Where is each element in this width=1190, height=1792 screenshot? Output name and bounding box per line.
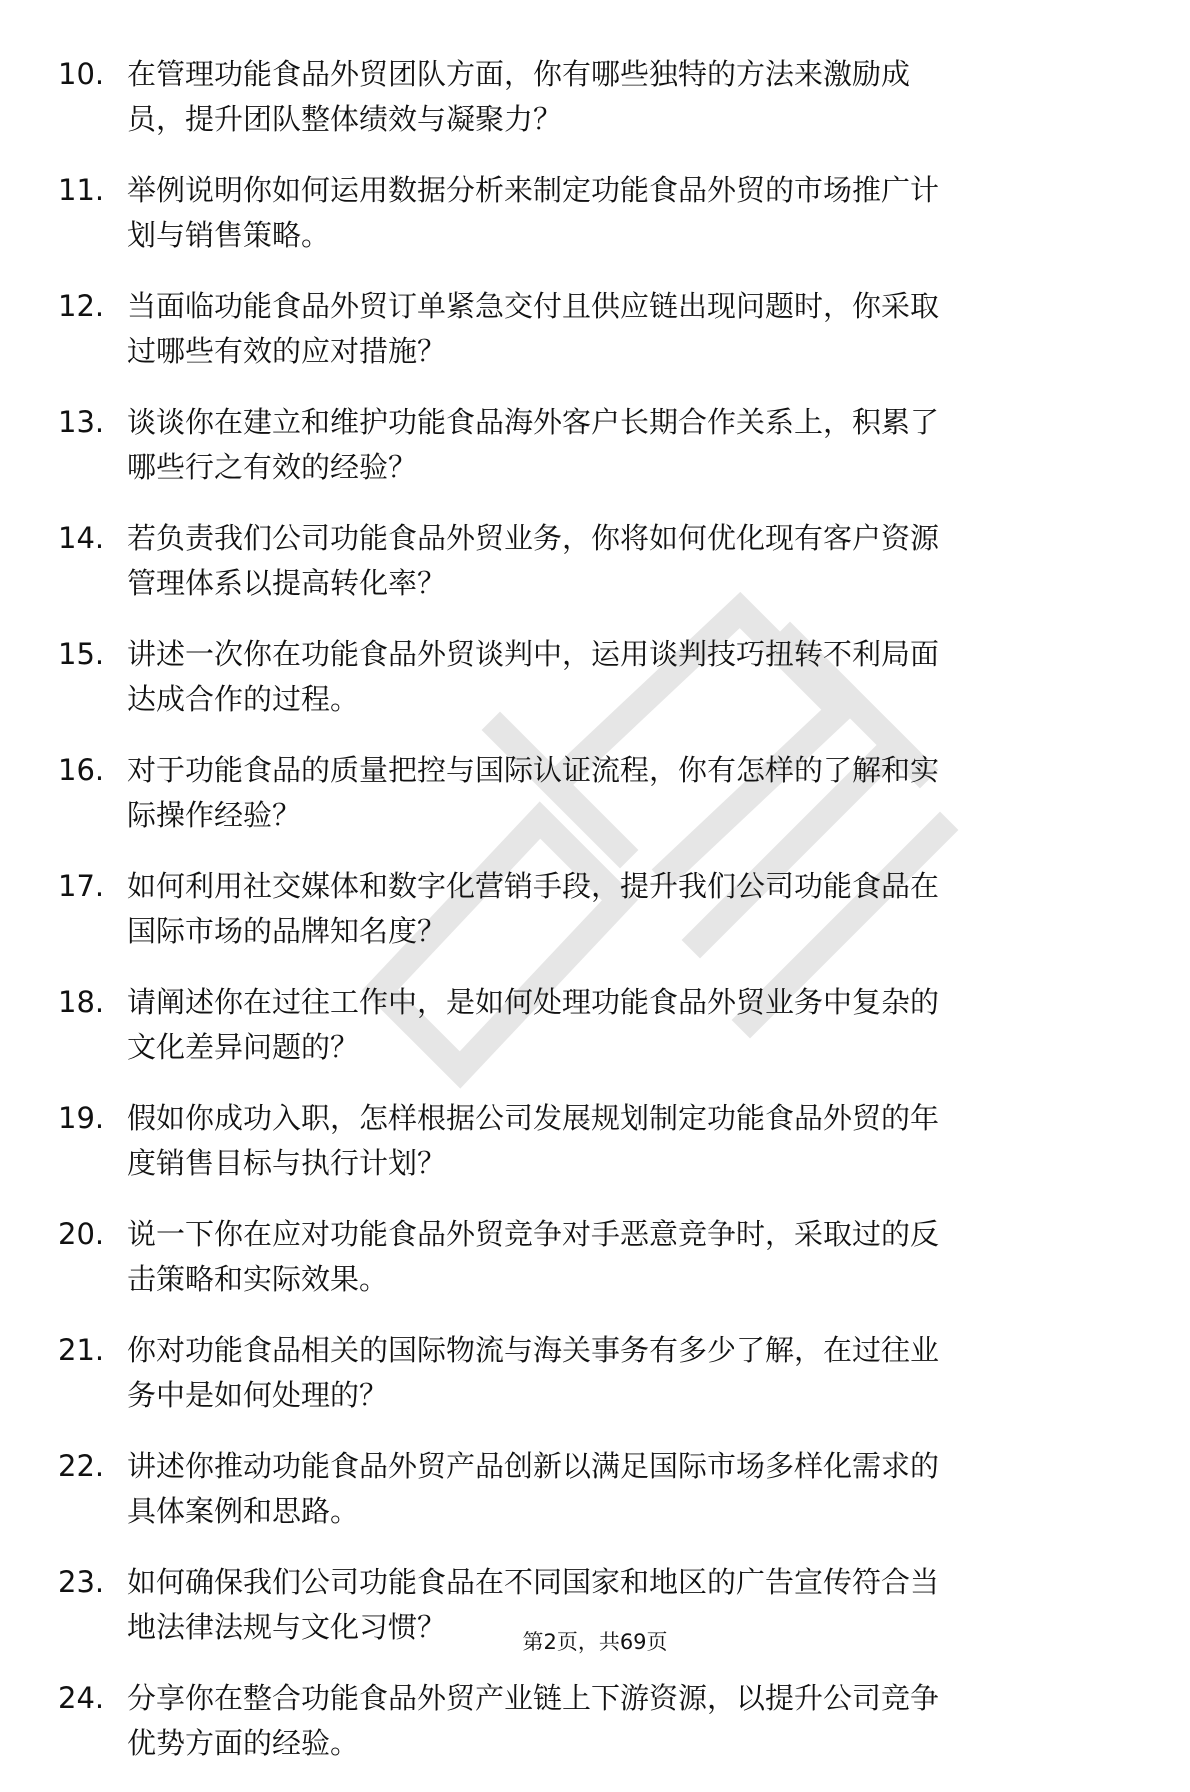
question-line: 谈谈你在建立和维护功能食品海外客户长期合作关系上，积累了 bbox=[127, 405, 940, 439]
question-line: 在管理功能食品外贸团队方面，你有哪些独特的方法来激励成 bbox=[127, 57, 911, 91]
question-list bbox=[0, 52, 1190, 1792]
question-line: 度销售目标与执行计划？ bbox=[127, 1146, 447, 1180]
question-number: 21. bbox=[58, 1333, 105, 1367]
question-text bbox=[127, 168, 1127, 258]
question-line: 优势方面的经验。 bbox=[127, 1726, 360, 1760]
question-text bbox=[127, 1096, 1127, 1186]
question-text bbox=[127, 284, 1127, 374]
question-line: 你对功能食品相关的国际物流与海关事务有多少了解，在过往业 bbox=[127, 1333, 940, 1367]
question-number: 23. bbox=[58, 1565, 105, 1599]
question-item bbox=[0, 284, 1190, 400]
question-line: 对于功能食品的质量把控与国际认证流程，你有怎样的了解和实 bbox=[127, 753, 940, 787]
question-text bbox=[127, 632, 1127, 722]
question-line: 讲述你推动功能食品外贸产品创新以满足国际市场多样化需求的 bbox=[127, 1449, 940, 1483]
question-text bbox=[127, 1444, 1127, 1534]
question-line: 划与销售策略。 bbox=[127, 218, 331, 252]
question-text bbox=[127, 516, 1127, 606]
question-line: 文化差异问题的？ bbox=[127, 1030, 360, 1064]
question-line: 如何确保我们公司功能食品在不同国家和地区的广告宣传符合当 bbox=[127, 1565, 940, 1599]
question-number: 17. bbox=[58, 869, 105, 903]
question-item bbox=[0, 168, 1190, 284]
question-number: 12. bbox=[58, 289, 105, 323]
question-number: 15. bbox=[58, 637, 105, 671]
question-text bbox=[127, 748, 1127, 838]
question-line: 若负责我们公司功能食品外贸业务，你将如何优化现有客户资源 bbox=[127, 521, 940, 555]
question-text bbox=[127, 1212, 1127, 1302]
page-footer: 第2页，共69页 bbox=[522, 1630, 668, 1654]
question-line: 际操作经验？ bbox=[127, 798, 302, 832]
question-text bbox=[127, 980, 1127, 1070]
question-item bbox=[0, 1560, 1190, 1676]
question-line: 具体案例和思路。 bbox=[127, 1494, 360, 1528]
question-line: 过哪些有效的应对措施？ bbox=[127, 334, 447, 368]
question-line: 国际市场的品牌知名度？ bbox=[127, 914, 447, 948]
question-item bbox=[0, 516, 1190, 632]
question-line: 讲述一次你在功能食品外贸谈判中，运用谈判技巧扭转不利局面 bbox=[127, 637, 940, 671]
question-line: 当面临功能食品外贸订单紧急交付且供应链出现问题时，你采取 bbox=[127, 289, 940, 323]
question-number: 10. bbox=[58, 57, 105, 91]
question-item bbox=[0, 1096, 1190, 1212]
question-line: 管理体系以提高转化率？ bbox=[127, 566, 447, 600]
question-line: 员，提升团队整体绩效与凝聚力？ bbox=[127, 102, 563, 136]
question-line: 假如你成功入职，怎样根据公司发展规划制定功能食品外贸的年 bbox=[127, 1101, 940, 1135]
question-item bbox=[0, 400, 1190, 516]
question-line: 举例说明你如何运用数据分析来制定功能食品外贸的市场推广计 bbox=[127, 173, 940, 207]
question-line: 哪些行之有效的经验？ bbox=[127, 450, 418, 484]
question-line: 说一下你在应对功能食品外贸竞争对手恶意竞争时，采取过的反 bbox=[127, 1217, 940, 1251]
question-number: 16. bbox=[58, 753, 105, 787]
question-line: 地法律法规与文化习惯？ bbox=[127, 1610, 447, 1644]
question-item bbox=[0, 52, 1190, 168]
question-number: 18. bbox=[58, 985, 105, 1019]
question-item bbox=[0, 1676, 1190, 1792]
question-text bbox=[127, 1328, 1127, 1418]
question-number: 14. bbox=[58, 521, 105, 555]
question-number: 11. bbox=[58, 173, 105, 207]
question-item bbox=[0, 1328, 1190, 1444]
question-text bbox=[127, 52, 1127, 142]
question-text bbox=[127, 400, 1127, 490]
question-item bbox=[0, 1212, 1190, 1328]
question-line: 请阐述你在过往工作中，是如何处理功能食品外贸业务中复杂的 bbox=[127, 985, 940, 1019]
question-text bbox=[127, 864, 1127, 954]
question-number: 19. bbox=[58, 1101, 105, 1135]
question-line: 务中是如何处理的？ bbox=[127, 1378, 389, 1412]
question-item bbox=[0, 1444, 1190, 1560]
question-item bbox=[0, 748, 1190, 864]
question-text bbox=[127, 1676, 1127, 1766]
question-line: 击策略和实际效果。 bbox=[127, 1262, 389, 1296]
question-number: 13. bbox=[58, 405, 105, 439]
question-line: 达成合作的过程。 bbox=[127, 682, 360, 716]
question-line: 如何利用社交媒体和数字化营销手段，提升我们公司功能食品在 bbox=[127, 869, 940, 903]
question-number: 24. bbox=[58, 1681, 105, 1715]
question-item bbox=[0, 864, 1190, 980]
question-number: 20. bbox=[58, 1217, 105, 1251]
question-line: 分享你在整合功能食品外贸产业链上下游资源，以提升公司竞争 bbox=[127, 1681, 940, 1715]
question-number: 22. bbox=[58, 1449, 105, 1483]
question-item bbox=[0, 632, 1190, 748]
question-item bbox=[0, 980, 1190, 1096]
